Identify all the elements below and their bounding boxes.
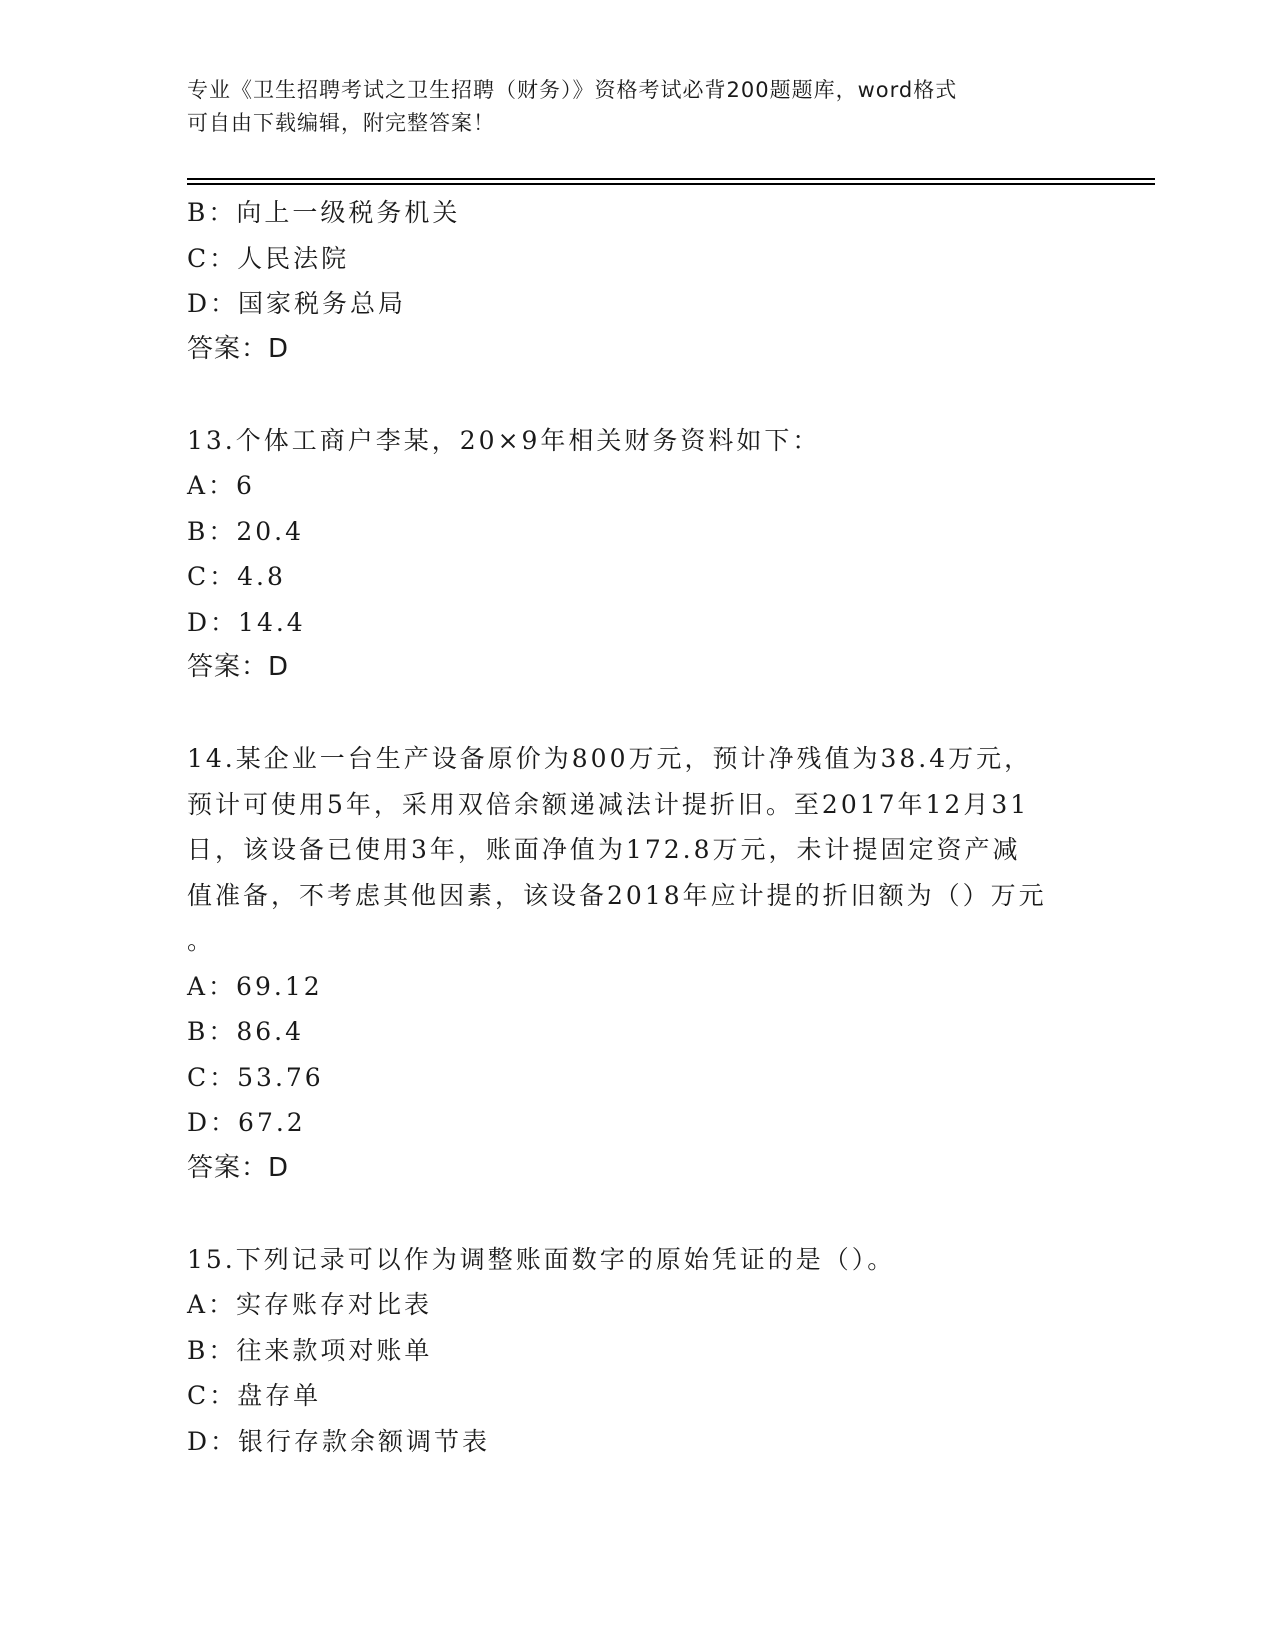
option-a: A：实存账存对比表 xyxy=(187,1290,433,1319)
option-c: C：4.8 xyxy=(187,562,286,591)
option-b: B：向上一级税务机关 xyxy=(187,198,461,227)
option-a: A：69.12 xyxy=(187,971,323,1001)
option-d: D：银行存款余额调节表 xyxy=(187,1426,491,1456)
question-14 xyxy=(187,736,1087,1191)
question-15 xyxy=(187,1237,1087,1465)
header-divider-top xyxy=(187,178,1155,180)
header-divider-bottom xyxy=(187,183,1155,185)
option-c: C：人民法院 xyxy=(187,243,350,273)
option-a: A：6 xyxy=(187,471,255,500)
document-header xyxy=(187,74,1087,140)
question-12 xyxy=(187,190,1087,372)
spacer xyxy=(187,372,1087,418)
question-text: 15.下列记录可以作为调整账面数字的原始凭证的是（）。 xyxy=(187,1244,896,1274)
question-text-line-3: 日，该设备已使用3年，账面净值为172.8万元，未计提固定资产减 xyxy=(187,835,1021,864)
answer-line: 答案：D xyxy=(187,333,290,364)
header-line-1: 专业《卫生招聘考试之卫生招聘（财务）》资格考试必背200题题库，word格式 xyxy=(187,78,958,102)
option-b: B：往来款项对账单 xyxy=(187,1335,433,1365)
question-content xyxy=(187,190,1087,1464)
spacer xyxy=(187,691,1087,737)
option-c: C：盘存单 xyxy=(187,1381,322,1410)
option-b: B：86.4 xyxy=(187,1017,305,1046)
question-text-line-2: 预计可使用5年，采用双倍余额递减法计提折旧。至2017年12月31 xyxy=(187,789,1030,819)
question-13 xyxy=(187,418,1087,691)
question-text-line-4: 值准备，不考虑其他因素，该设备2018年应计提的折旧额为（）万元 xyxy=(187,880,1047,910)
spacer xyxy=(187,1191,1087,1237)
header-line-2: 可自由下载编辑，附完整答案！ xyxy=(187,111,495,135)
question-text-line-1: 14.某企业一台生产设备原价为800万元，预计净残值为38.4万元， xyxy=(187,744,1033,773)
answer-line: 答案：D xyxy=(187,652,290,682)
answer-line: 答案：D xyxy=(187,1152,290,1183)
option-d: D：14.4 xyxy=(187,607,306,637)
option-b: B：20.4 xyxy=(187,516,305,546)
question-text-line-5: 。 xyxy=(187,926,216,955)
option-d: D：国家税务总局 xyxy=(187,289,407,318)
option-d: D：67.2 xyxy=(187,1108,306,1137)
option-c: C：53.76 xyxy=(187,1062,324,1092)
question-text: 13.个体工商户李某，20×9年相关财务资料如下： xyxy=(187,425,821,455)
